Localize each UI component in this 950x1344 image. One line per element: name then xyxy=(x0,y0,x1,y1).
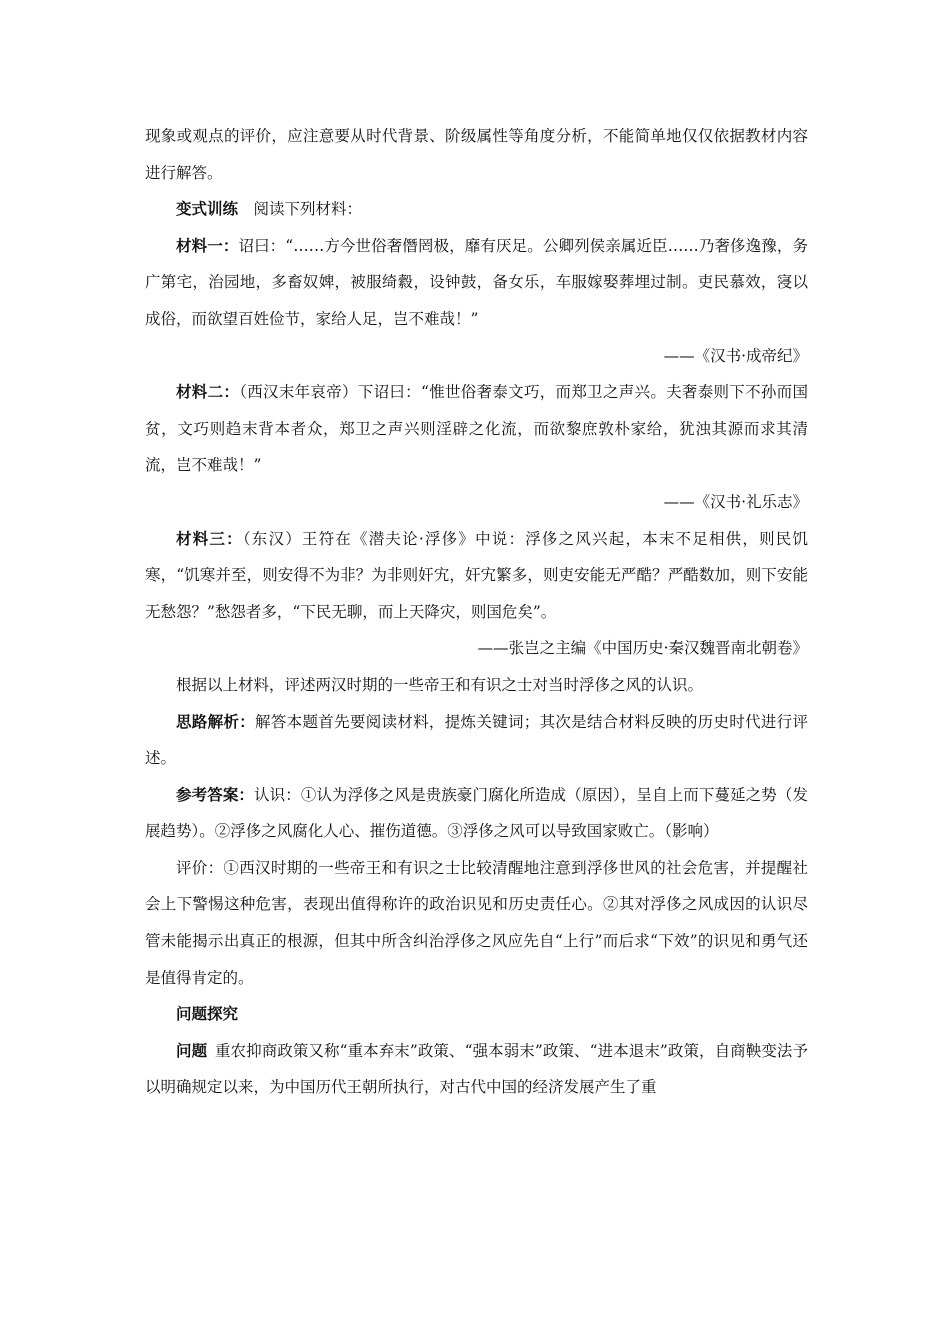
inquiry-question-text: 重农抑商政策又称“重本弃末”政策、“强本弱末”政策、“进本退末”政策，自商鞅变法予以明确规定以来，为中国历代王朝所执行，对古代中国的经济发展产生了重 xyxy=(145,1041,808,1097)
material-three-text: （东汉）王符在《潜夫论·浮侈》中说：浮侈之风兴起，本末不足相供，则民饥寒，“饥寒并至，则安得不为非？为非则奸宄，奸宄繁多，则吏安能无严酷？严酷数加，则下安能无愁怨？”愁怨者多，“下民无聊，而上天降灾，则国危矣”。 xyxy=(145,529,808,621)
variant-training-paragraph xyxy=(145,191,808,228)
analysis-paragraph xyxy=(145,704,808,777)
answer-paragraph xyxy=(145,777,808,850)
material-two-label: 材料二： xyxy=(176,382,240,402)
answer-text: 认识：①认为浮侈之风是贵族豪门腐化所造成（原因），呈自上而下蔓延之势（发展趋势）。②浮侈之风腐化人心、摧伤道德。③浮侈之风可以导致国家败亡。（影响） xyxy=(145,785,808,841)
material-three-source: ——张岂之主编《中国历史·秦汉魏晋南北朝卷》 xyxy=(477,639,808,658)
intro-paragraph xyxy=(145,118,808,191)
intro-text: 现象或观点的评价，应注意要从时代背景、阶级属性等角度分析，不能简单地仅仅依据教材内容进行解答。 xyxy=(145,127,808,182)
material-three-label: 材料三： xyxy=(176,528,243,548)
answer-label: 参考答案： xyxy=(176,784,255,804)
inquiry-question-paragraph xyxy=(145,1033,808,1106)
material-three-paragraph xyxy=(145,521,808,631)
material-two-paragraph xyxy=(145,374,808,484)
document-page xyxy=(145,118,808,1106)
variant-training-text: 阅读下列材料： xyxy=(253,200,363,219)
question-text: 根据以上材料，评述两汉时期的一些帝王和有识之士对当时浮侈之风的认识。 xyxy=(176,675,704,694)
evaluation-text: 评价：①西汉时期的一些帝王和有识之士比较清醒地注意到浮侈世风的社会危害，并提醒社会上下警惕这种危害，表现出值得称许的政治识见和历史责任心。②其对浮侈之风成因的认识尽管未能揭示出真正的根源，但其中所含纠治浮侈之风应先自“上行”而后求“下效”的识见和勇气还是值得肯定的。 xyxy=(145,858,808,987)
question-paragraph xyxy=(145,667,808,704)
inquiry-heading: 问题探究 xyxy=(176,1004,239,1024)
material-two-source: ——《汉书·礼乐志》 xyxy=(663,492,808,511)
analysis-label: 思路解析： xyxy=(176,711,256,731)
variant-training-label: 变式训练 xyxy=(176,199,239,219)
inquiry-question-label: 问题 xyxy=(176,1040,208,1060)
material-one-text: 诏曰：“……方今世俗奢僭罔极，靡有厌足。公卿列侯亲属近臣……乃奢侈逸豫，务广第宅，治园地，多畜奴婢，被服绮縠，设钟鼓，备女乐，车服嫁娶葬埋过制。吏民慕效，寖以成俗，而欲望百姓俭节，家给人足，岂不难哉！” xyxy=(145,236,808,328)
analysis-text: 解答本题首先要阅读材料，提炼关键词；其次是结合材料反映的历史时代进行评述。 xyxy=(145,712,808,768)
evaluation-paragraph xyxy=(145,850,808,996)
inquiry-heading-paragraph xyxy=(145,996,808,1033)
material-one-paragraph xyxy=(145,228,808,338)
material-one-source: ——《汉书·成帝纪》 xyxy=(663,346,808,365)
material-one-label: 材料一： xyxy=(176,235,239,255)
material-two-text: （西汉末年哀帝）下诏曰：“惟世俗奢泰文巧，而郑卫之声兴。夫奢泰则下不孙而国贫，文巧则趋末背本者众，郑卫之声兴则淫辟之化流，而欲黎庶敦朴家给，犹浊其源而求其清流，岂不难哉！” xyxy=(145,383,808,475)
